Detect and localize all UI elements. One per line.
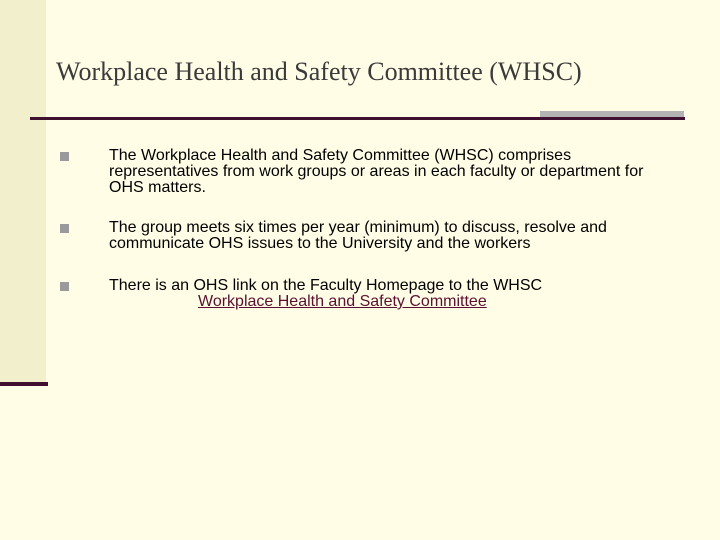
whsc-link[interactable]: Workplace Health and Safety Committee xyxy=(198,293,487,310)
left-decorative-bar xyxy=(0,0,46,382)
bullet-text: The Workplace Health and Safety Committee (WHSC) comprises representatives from work groups or areas in each faculty or department for OHS matters. xyxy=(109,147,644,196)
bullet-item xyxy=(60,148,680,196)
slide-title: Workplace Health and Safety Committee (WHSC) xyxy=(56,57,582,86)
bullet-item xyxy=(60,220,680,252)
link-line xyxy=(109,294,680,310)
bullet-text: The group meets six times per year (minimum) to discuss, resolve and communicate OHS issues to the University and the workers xyxy=(109,219,607,252)
bullet-item xyxy=(60,278,680,310)
title-rule xyxy=(30,117,685,120)
bullet-list xyxy=(60,148,680,327)
square-bullet-icon xyxy=(60,282,69,291)
bullet-text: There is an OHS link on the Faculty Homepage to the WHSC xyxy=(109,277,543,294)
left-bar-edge xyxy=(0,382,48,386)
square-bullet-icon xyxy=(60,224,69,233)
square-bullet-icon xyxy=(60,152,69,161)
